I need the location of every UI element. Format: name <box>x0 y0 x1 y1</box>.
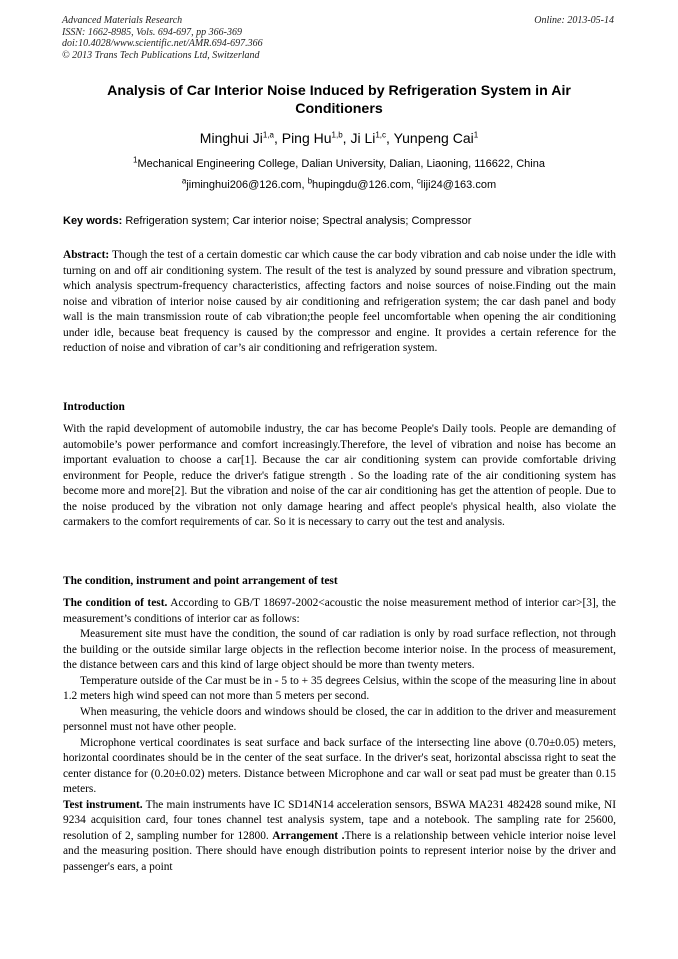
author: Ping Hu$^{1,b}$, <box>281 130 351 146</box>
doi-line: doi:10.4028/www.scientific.net/AMR.694-697.366 <box>62 38 263 49</box>
affiliation: $^1$Mechanical Engineering College, Dalian University, Dalian, Liaoning, 116622, China <box>133 155 545 170</box>
paper-title: Analysis of Car Interior Noise Induced by Refrigeration System in Air Conditioners <box>107 83 571 117</box>
author: Minghui Ji$^{1,a}$, <box>199 130 282 146</box>
instrument-paragraph: Test instrument. The main instruments have IC SD14N14 acceleration sensors, BSWA MA231 482428 sound mike, NI 9234 acquisition card, four tones channel test analysis system, tape and a notebook. The sampling rate for 25600, resolution of 2, sampling number for 12800. Arrangement .There is a relationship between vehicle interior noise level and the measuring position. There should have enough distribution points to represent interior noise by the driver and passenger's ears, a point <box>63 798 616 873</box>
keywords-label: Key words: <box>63 215 123 227</box>
abstract <box>63 248 616 357</box>
journal-name: Advanced Materials Research <box>62 15 183 26</box>
email[interactable]: $^b$hupingdu@126.com, <box>307 176 417 191</box>
section-heading-test: The condition, instrument and point arrangement of test <box>63 575 338 587</box>
author-list <box>40 128 638 148</box>
condition-item-2: Temperature outside of the Car must be in - 5 to + 35 degrees Celsius, within the scope of the measuring line in about 1.2 meters high wind speed can not more than 5 meters per second. <box>63 674 616 702</box>
condition-item-1: Measurement site must have the condition, the sound of car radiation is only by road surface reflection, not through the building or the outside similar large objects in the reflection become interior noise. In the process of measurement, the distance between cars and this kind of large object should be more than twenty meters. <box>63 628 616 671</box>
keywords-text: Refrigeration system; Car interior noise; Spectral analysis; Compressor <box>122 215 472 227</box>
online-date: Online: 2013-05-14 <box>534 15 614 26</box>
keywords <box>63 214 618 228</box>
introduction-text: With the rapid development of automobile industry, the car has become People's Daily tools. People are demanding of automobile’s power performance and comfort increasingly.Therefore, the level of vibration and noise has become an important evaluation to choose a car[1]. Because the car air conditioning system can provide comfortable driving environment for People, reduce the driver's fatigue strength . So the loading rate of the air conditioning system has become more and more[2]. But the vibration and noise of the car air conditioning has get the attention of people. Due to the noise produced by the vibration not only damage hearing and affect people's physical health, also violate the carmakers to the comfort requirements of car. So it is necessary to carry out the test and analysis. <box>63 423 616 528</box>
abstract-label: Abstract: <box>63 249 110 261</box>
email[interactable]: $^c$liji24@163.com <box>416 176 497 191</box>
issn-line: ISSN: 1662-8985, Vols. 694-697, pp 366-369 <box>62 26 242 38</box>
journal-header <box>62 15 263 61</box>
abstract-text: Though the test of a certain domestic car which cause the car body vibration and cab noise under the idle with turning on and off air conditioning system. The result of the test is analyzed by sound pressure and vibration spectrum, which analysis spectrum-frequency characteristics, affecting factors and noise sources of noise.Finding out the main noise and vibration of interior noise caused by air conditioning and refrigeration system; the car dash panel and body wall is the main transmission route of cab vibration;the people feel uncomfortable when opening the air conditioning under idle, because beat frequency is caused by the compressor and engine. It provides a certain reference for the reduction of noise and vibration of car’s air conditioning and refrigeration system. <box>63 249 616 354</box>
condition-item-3: When measuring, the vehicle doors and windows should be closed, the car in addition to the driver and measurement personnel must not have other people. <box>63 705 616 733</box>
condition-paragraph: The condition of test. According to GB/T 18697-2002<acoustic the noise measurement method of interior car>[3], the measurement’s conditions of interior car as follows: <box>63 597 616 625</box>
author-emails <box>40 178 638 192</box>
copyright-line: © 2013 Trans Tech Publications Ltd, Switzerland <box>62 49 260 61</box>
section-test-body <box>63 596 616 875</box>
author: Ji Li$^{1,c}$, <box>350 130 394 146</box>
author: Yunpeng Cai$^1$ <box>393 130 479 146</box>
section-heading-introduction: Introduction <box>63 401 125 413</box>
condition-item-4: Microphone vertical coordinates is seat surface and back surface of the intersecting line above (0.70±0.05) meters, horizontal coordinates should be in the center of the seat surface. In the driver's seat, horizontal abscissa right to seat the center distance for (0.20±0.02) meters. Distance between Microphone and car wall or seat pad must be greater than 0.15 meters. <box>63 736 616 795</box>
email[interactable]: $^a$jiminghui206@126.com, <box>181 176 308 191</box>
